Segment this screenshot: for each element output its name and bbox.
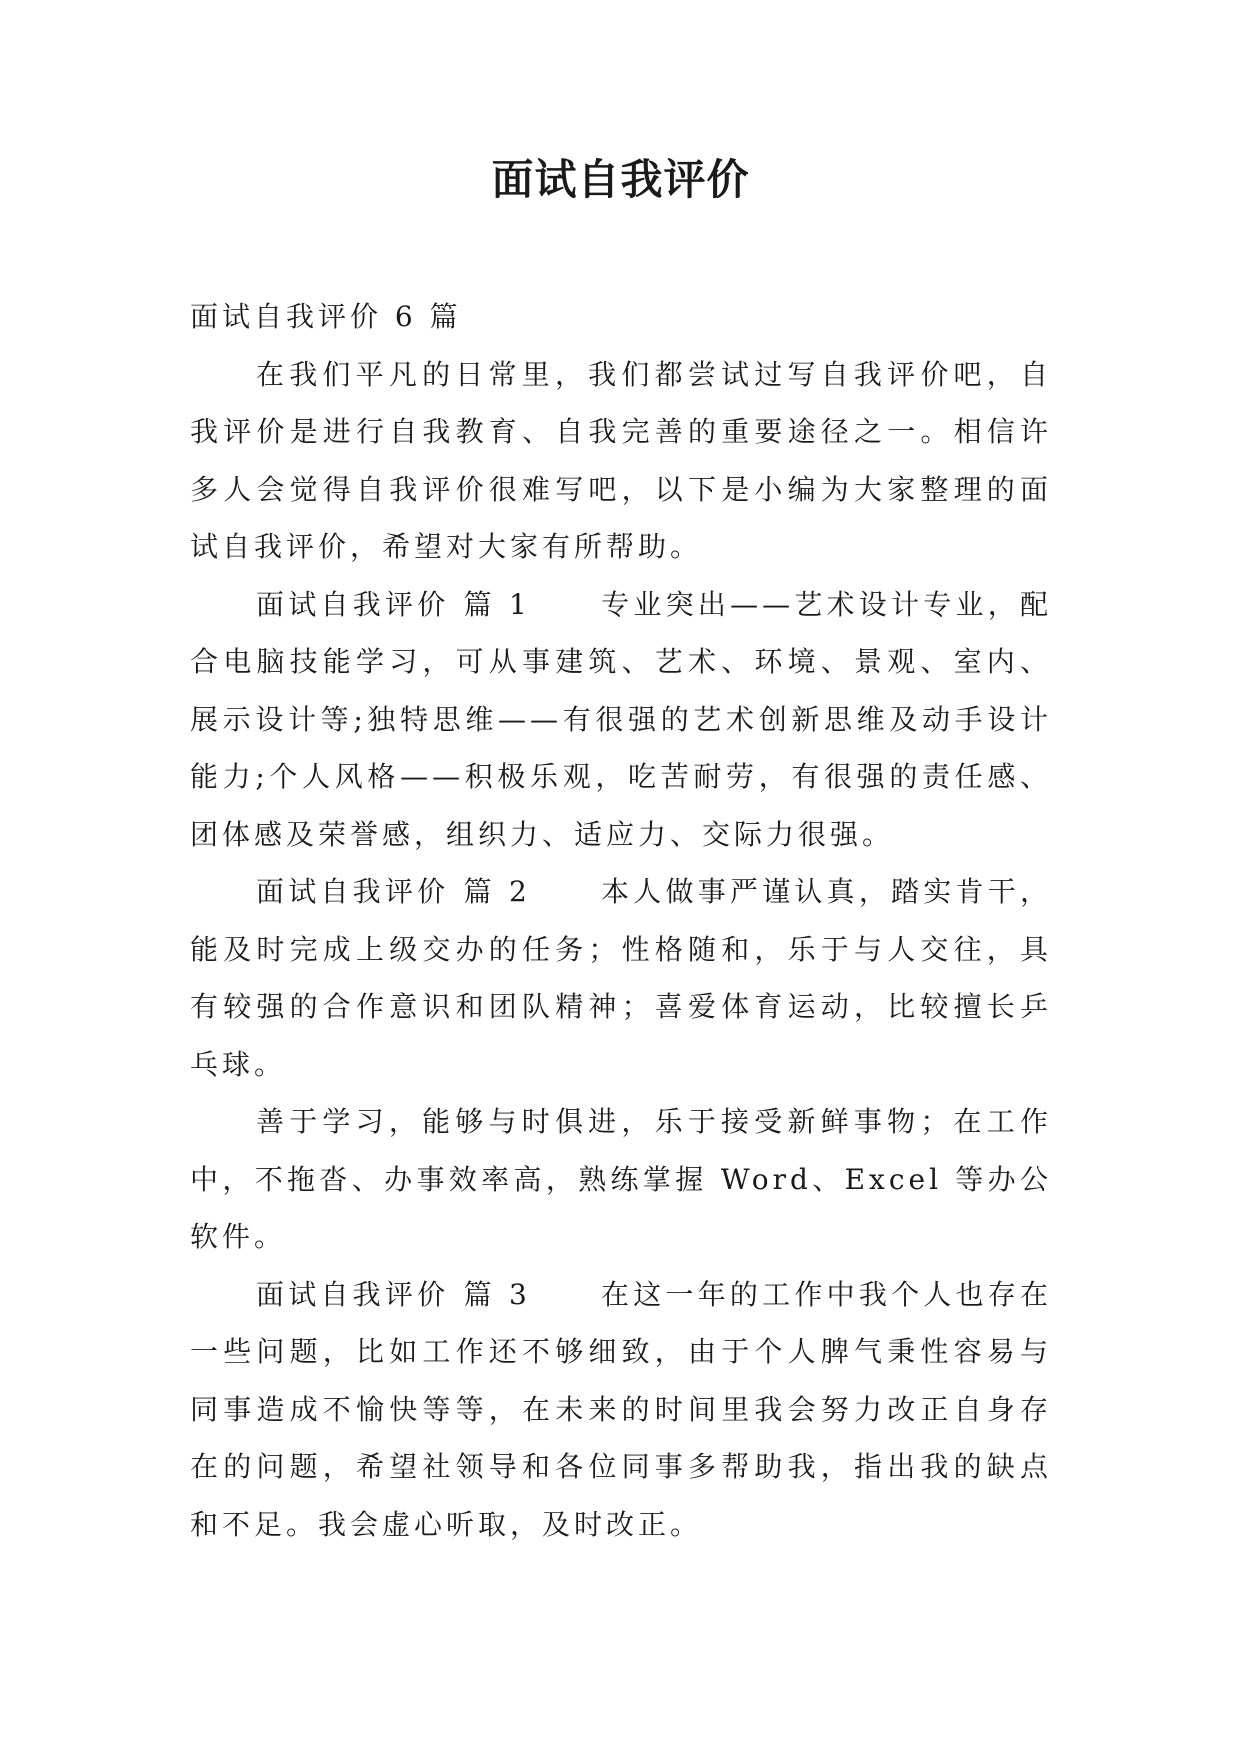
section-text: 善于学习，能够与时俱进，乐于接受新鲜事物；在工作中，不拖沓、办事效率高，熟练掌握 Word、Excel 等办公软件。	[190, 1105, 1052, 1253]
section-text: 在这一年的工作中我个人也存在一些问题，比如工作还不够细致，由于个人脾气秉性容易与同事造成不愉快等等，在未来的时间里我会努力改正自身存在的问题，希望社领导和各位同事多帮助我，指出我的缺点和不足。我会虚心听取，及时改正。	[190, 1277, 1052, 1541]
section-number: 篇 1	[463, 587, 531, 621]
section-paragraph-3	[190, 1266, 1052, 1554]
intro-paragraph: 在我们平凡的日常里，我们都尝试过写自我评价吧，自我评价是进行自我教育、自我完善的重要途径之一。相信许多人会觉得自我评价很难写吧，以下是小编为大家整理的面试自我评价，希望对大家有所帮助。	[190, 357, 1052, 563]
section-number: 篇 2	[463, 875, 531, 908]
section-number: 篇 3	[463, 1277, 531, 1311]
section-paragraph-2-continued	[190, 1093, 1052, 1266]
section-label: 面试自我评价	[256, 587, 450, 621]
section-text: 专业突出——艺术设计专业，配合电脑技能学习，可从事建筑、艺术、环境、景观、室内、展示设计等;独特思维——有很强的艺术创新思维及动手设计能力;个人风格——积极乐观，吃苦耐劳，有很强的责任感、团体感及荣誉感，组织力、适应力、交际力很强。	[190, 587, 1052, 851]
section-paragraph-1	[190, 576, 1052, 864]
section-text: 本人做事严谨认真，踏实肯干，能及时完成上级交办的任务；性格随和，乐于与人交往，具有较强的合作意识和团队精神；喜爱体育运动，比较擅长乒乓球。	[190, 875, 1052, 1081]
document-title: 面试自我评价	[491, 155, 750, 204]
section-paragraph-2	[190, 863, 1052, 1093]
document-heading: 面试自我评价 6 篇	[190, 300, 462, 333]
document-body	[190, 288, 1052, 1553]
section-label: 面试自我评价	[256, 1277, 450, 1311]
section-label: 面试自我评价	[256, 875, 450, 908]
